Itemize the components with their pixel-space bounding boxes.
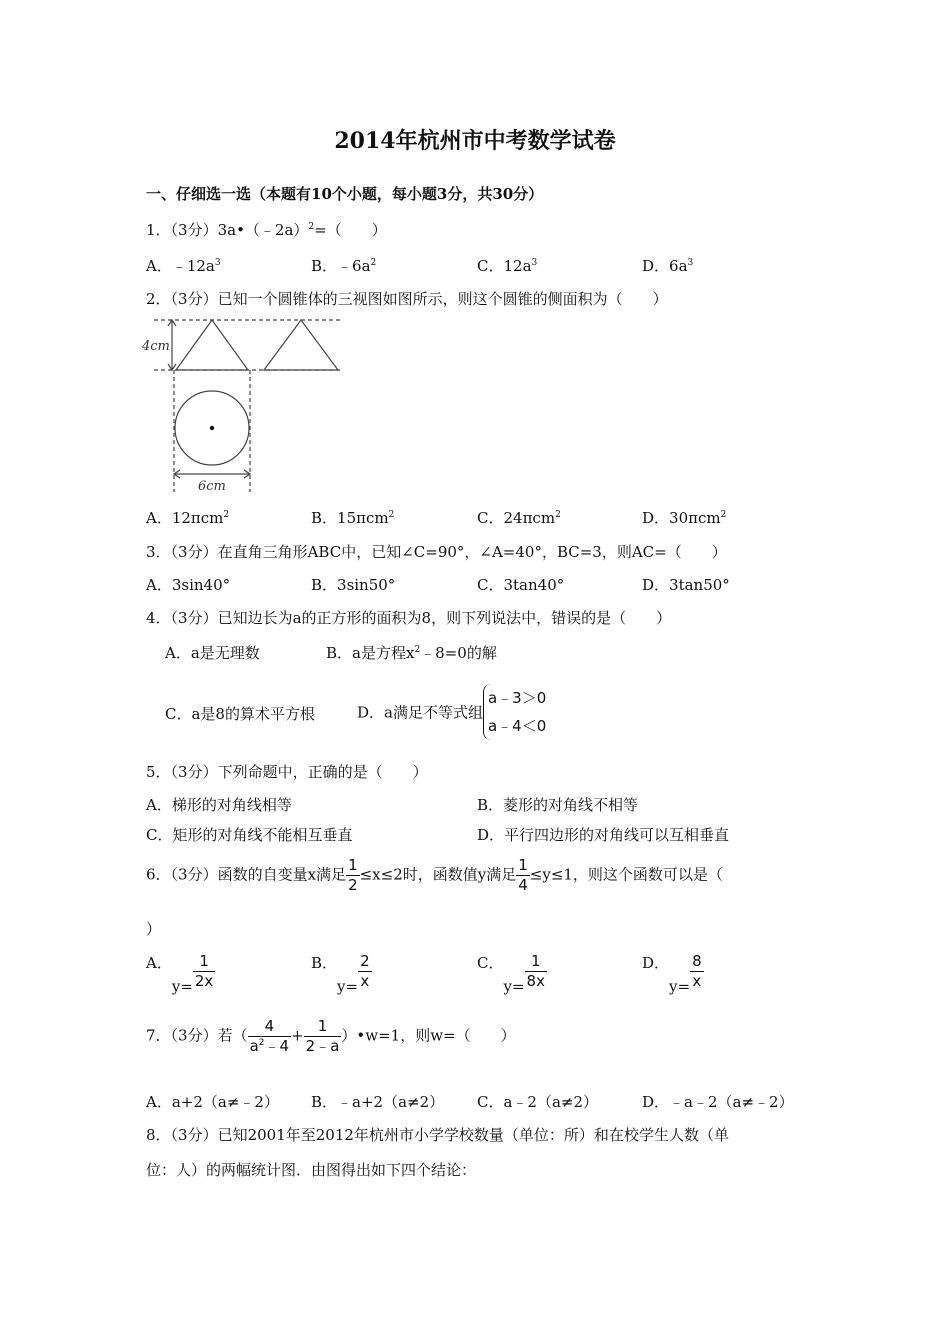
q3-option-b: B．3sin50° [311, 576, 396, 594]
question-1-stem: 1．（3分）3a•（﹣2a）$^2$=（ ） [146, 221, 387, 239]
q4-option-d: D．a满足不等式组 a﹣3＞0 a﹣4＜0 [357, 684, 546, 740]
q1-option-d: D．$6a^3$ [642, 257, 694, 275]
question-5-stem: 5．（3分）下列命题中，正确的是（ ） [146, 763, 428, 781]
q6-option-b: B．y= $\frac{2}{x}$ [311, 952, 370, 996]
q2-option-c: C．24πcm$^2$ [477, 509, 561, 527]
question-8-line-1: 8．（3分）已知2001年至2012年杭州市小学学校数量（单位：所）和在校学生人数（单 [146, 1126, 729, 1144]
q7-option-c: C．a﹣2（a≠2） [477, 1093, 599, 1111]
question-7-stem: 7．（3分）若（ $\frac{4}{a^2﹣4}$ + $\frac{1}{2﹣a}$ ）•w=1，则w=（ ） [146, 1017, 516, 1055]
q2-option-b: B．15πcm$^2$ [311, 509, 395, 527]
q3-option-a: A．3sin40° [146, 576, 231, 594]
question-2-stem: 2．（3分）已知一个圆锥体的三视图如图所示，则这个圆锥的侧面积为（ ） [146, 290, 668, 308]
q3-option-d: D．3tan50° [642, 576, 730, 594]
q6-option-c: C．y= $\frac{1}{8x}$ [477, 952, 545, 996]
q5-option-b: B．菱形的对角线不相等 [477, 796, 639, 814]
q4-option-a: A．a是无理数 [165, 644, 260, 662]
q5-option-c: C．矩形的对角线不能相互垂直 [146, 826, 353, 844]
question-6-stem: 6．（3分）函数的自变量x满足 $\frac{1}{2}$ ≤x≤2时，函数值y满足 $\frac{1}{4}$ ≤y≤1，则这个函数可以是（ [146, 856, 723, 894]
q5-option-a: A．梯形的对角线相等 [146, 796, 292, 814]
q1-option-a: A．$﹣12a^3$ [146, 257, 221, 275]
q3-option-c: C．3tan40° [477, 576, 565, 594]
question-6-stem-end: ） [146, 920, 162, 938]
question-3-stem: 3．（3分）在直角三角形ABC中，已知∠C=90°，∠A=40°，BC=3，则AC=（ ） [146, 543, 727, 561]
front-view-triangle [176, 320, 248, 370]
inequality-system: a﹣3＞0 a﹣4＜0 [483, 684, 546, 740]
q7-option-a: A．a+2（a≠﹣2） [146, 1093, 279, 1111]
q2-option-d: D．30πcm$^2$ [642, 509, 727, 527]
section-heading: 一、仔细选一选（本题有10个小题，每小题3分，共30分） [146, 185, 544, 203]
width-label: 6cm [198, 479, 226, 494]
q4-option-b: B．a是方程$x^2﹣8=0$的解 [326, 644, 497, 662]
q7-option-d: D．﹣a﹣2（a≠﹣2） [642, 1093, 794, 1111]
question-8-line-2: 位：人）的两幅统计图．由图得出如下四个结论： [146, 1161, 477, 1179]
height-label: 4cm [142, 339, 170, 354]
q7-option-b: B．﹣a+2（a≠2） [311, 1093, 445, 1111]
page-title: 2014年杭州市中考数学试卷 [334, 128, 616, 154]
side-view-triangle [264, 320, 338, 370]
q1-option-c: C．$12a^3$ [477, 257, 538, 275]
cone-three-views-figure [140, 314, 350, 496]
q6-option-d: D．y= $\frac{8}{x}$ [642, 952, 702, 996]
q1-option-b: B．$﹣6a^2$ [311, 257, 377, 275]
question-4-stem: 4．（3分）已知边长为a的正方形的面积为8，则下列说法中，错误的是（ ） [146, 609, 672, 627]
q5-option-d: D．平行四边形的对角线可以互相垂直 [477, 826, 730, 844]
q6-option-a: A．y= $\frac{1}{2x}$ [146, 952, 214, 996]
q4-option-c: C．a是8的算术平方根 [165, 705, 315, 723]
q2-option-a: A．12πcm$^2$ [146, 509, 230, 527]
center-dot [210, 426, 214, 430]
